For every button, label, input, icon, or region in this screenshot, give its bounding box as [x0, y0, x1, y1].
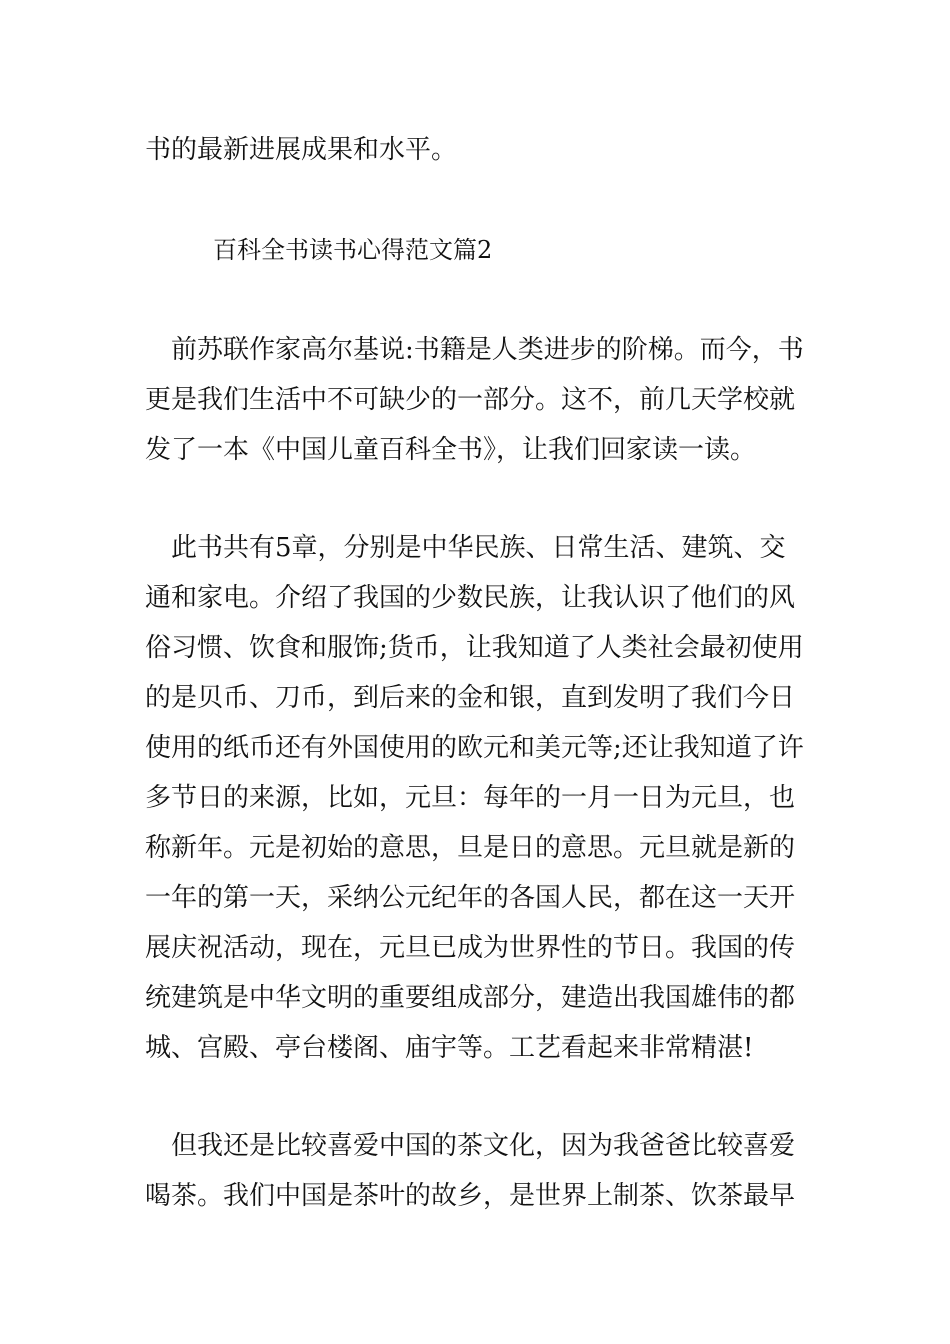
paragraph-line: 统建筑是中华文明的重要组成部分，建造出我国雄伟的都 — [145, 983, 796, 1013]
paragraph-line: 的是贝币、刀币，到后来的金和银，直到发明了我们今日 — [145, 683, 796, 713]
paragraph-line: 展庆祝活动，现在，元旦已成为世界性的节日。我国的传 — [145, 933, 796, 963]
paragraph-line: 俗习惯、饮食和服饰;货币，让我知道了人类社会最初使用 — [145, 633, 804, 663]
paragraph-line: 喝茶。我们中国是茶叶的故乡，是世界上制茶、饮茶最早 — [145, 1181, 796, 1211]
paragraph-line: 更是我们生活中不可缺少的一部分。这不，前几天学校就 — [145, 385, 796, 415]
paragraph-line: 但我还是比较喜爱中国的茶文化，因为我爸爸比较喜爱 — [145, 1131, 796, 1161]
paragraph-line: 使用的纸币还有外国使用的欧元和美元等;还让我知道了许 — [145, 733, 804, 763]
section-heading: 百科全书读书心得范文篇2 — [213, 236, 493, 264]
paragraph-line: 城、宫殿、亭台楼阁、庙宇等。工艺看起来非常精湛! — [145, 1033, 754, 1063]
paragraph-line: 一年的第一天，采纳公元纪年的各国人民，都在这一天开 — [145, 883, 796, 913]
paragraph-line: 前苏联作家高尔基说:书籍是人类进步的阶梯。而今，书 — [145, 335, 804, 365]
intro-tail-line: 书的最新进展成果和水平。 — [145, 135, 458, 165]
paragraph-line: 称新年。元是初始的意思，旦是日的意思。元旦就是新的 — [145, 833, 796, 863]
paragraph-line: 此书共有5章，分别是中华民族、日常生活、建筑、交 — [145, 533, 786, 563]
paragraph-line: 发了一本《中国儿童百科全书》，让我们回家读一读。 — [145, 435, 757, 465]
paragraph-line: 通和家电。介绍了我国的少数民族，让我认识了他们的风 — [145, 583, 796, 613]
paragraph-line: 多节日的来源，比如，元旦：每年的一月一日为元旦，也 — [145, 783, 796, 813]
